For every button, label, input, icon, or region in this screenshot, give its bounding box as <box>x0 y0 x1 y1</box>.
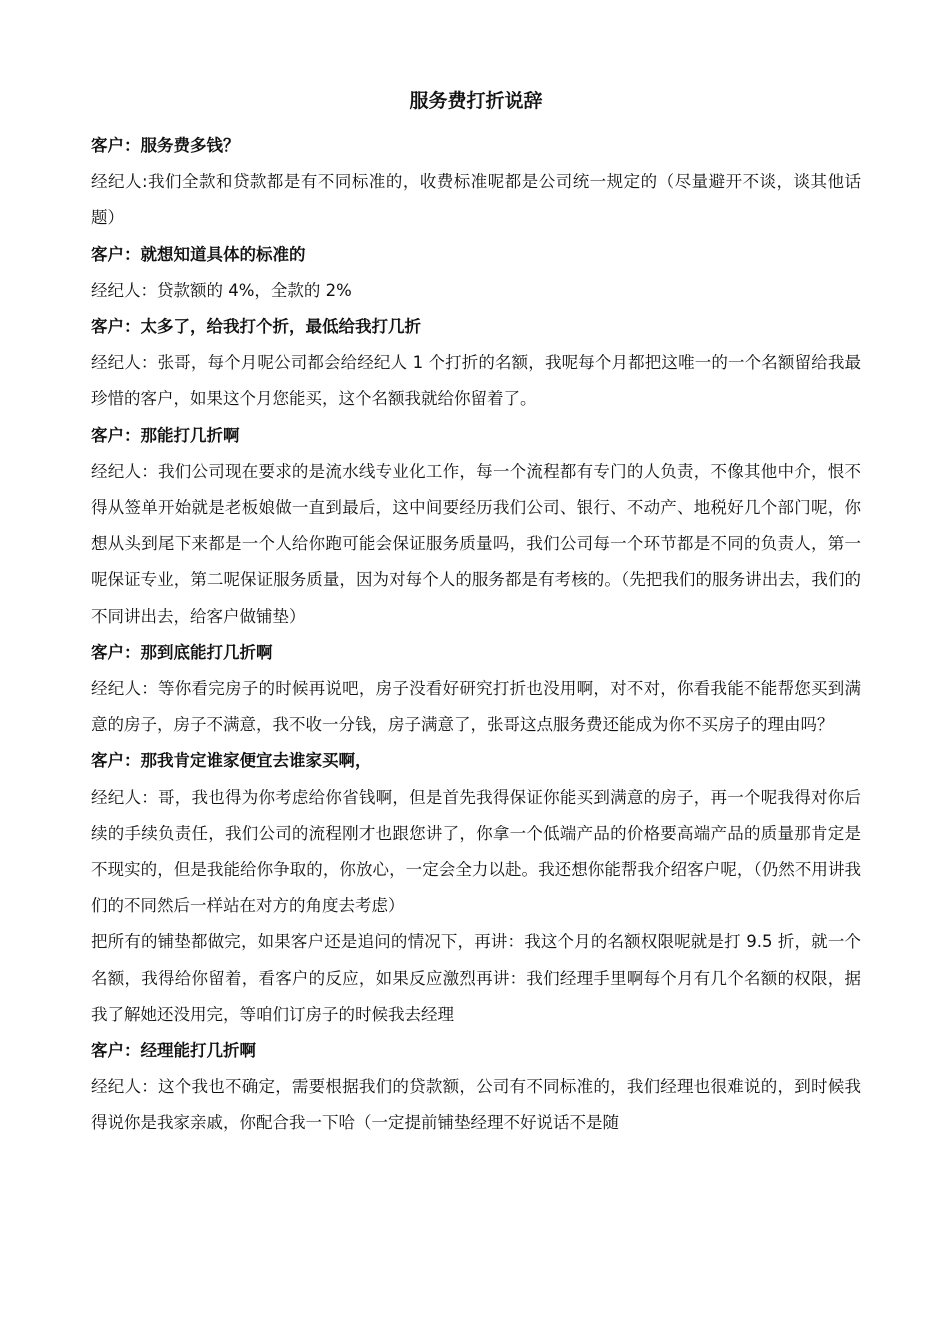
customer-question: 客户：那能打几折啊 <box>91 425 240 445</box>
agent-answer: 经纪人：等你看完房子的时候再说吧，房子没看好研究打折也没用啊，对不对，你看我能不能帮您买到满意的房子，房子不满意，我不收一分钱，房子满意了，张哥这点服务费还能成为你不买房子的理由吗？ <box>91 679 861 735</box>
customer-question: 客户：服务费多钱？ <box>91 136 240 155</box>
agent-answer: 把所有的铺垫都做完，如果客户还是追问的情况下，再讲：我这个月的名额权限呢就是打 9.5 折，就一个名额，我得给你留着，看客户的反应，如果反应激烈再讲：我们经理手里啊每个月有几个名额的权限，据我了解她还没用完，等咱们订房子的时候我去经理 <box>91 932 861 1024</box>
agent-answer: 经纪人:我们全款和贷款都是有不同标准的，收费标准呢都是公司统一规定的（尽量避开不谈，谈其他话题） <box>91 172 861 228</box>
document-body <box>91 128 861 1142</box>
customer-question: 客户：那到底能打几折啊 <box>91 642 273 662</box>
customer-question: 客户：那我肯定谁家便宜去谁家买啊， <box>91 751 372 771</box>
agent-answer: 经纪人：哥，我也得为你考虑给你省钱啊，但是首先我得保证你能买到满意的房子，再一个呢我得对你后续的手续负责任，我们公司的流程刚才也跟您讲了，你拿一个低端产品的价格要高端产品的质量那肯定是不现实的，但是我能给你争取的，你放心，一定会全力以赴。我还想你能帮我介绍客户呢，（仍然不用讲我们的不同然后一样站在对方的角度去考虑） <box>91 787 861 916</box>
agent-answer: 经纪人：贷款额的 4%，全款的 2% <box>91 280 352 300</box>
document-page <box>91 86 861 1142</box>
customer-question: 客户：经理能打几折啊 <box>91 1041 256 1061</box>
customer-question: 客户：就想知道具体的标准的 <box>91 244 306 264</box>
agent-answer: 经纪人：这个我也不确定，需要根据我们的贷款额，公司有不同标准的，我们经理也很难说的，到时候我得说你是我家亲戚，你配合我一下哈（一定提前铺垫经理不好说话不是随 <box>91 1077 861 1133</box>
agent-answer: 经纪人：张哥，每个月呢公司都会给经纪人 1 个打折的名额，我呢每个月都把这唯一的一个名额留给我最珍惜的客户，如果这个月您能买，这个名额我就给你留着了。 <box>91 353 861 409</box>
document-title: 服务费打折说辞 <box>409 90 543 112</box>
customer-question: 客户：太多了，给我打个折，最低给我打几折 <box>91 317 421 337</box>
agent-answer: 经纪人：我们公司现在要求的是流水线专业化工作，每一个流程都有专门的人负责，不像其他中介，恨不得从签单开始就是老板娘做一直到最后，这中间要经历我们公司、银行、不动产、地税好几个部门呢，你想从头到尾下来都是一个人给你跑可能会保证服务质量吗，我们公司每一个环节都是不同的负责人，第一呢保证专业，第二呢保证服务质量，因为对每个人的服务都是有考核的。（先把我们的服务讲出去，我们的不同讲出去，给客户做铺垫） <box>91 461 861 626</box>
